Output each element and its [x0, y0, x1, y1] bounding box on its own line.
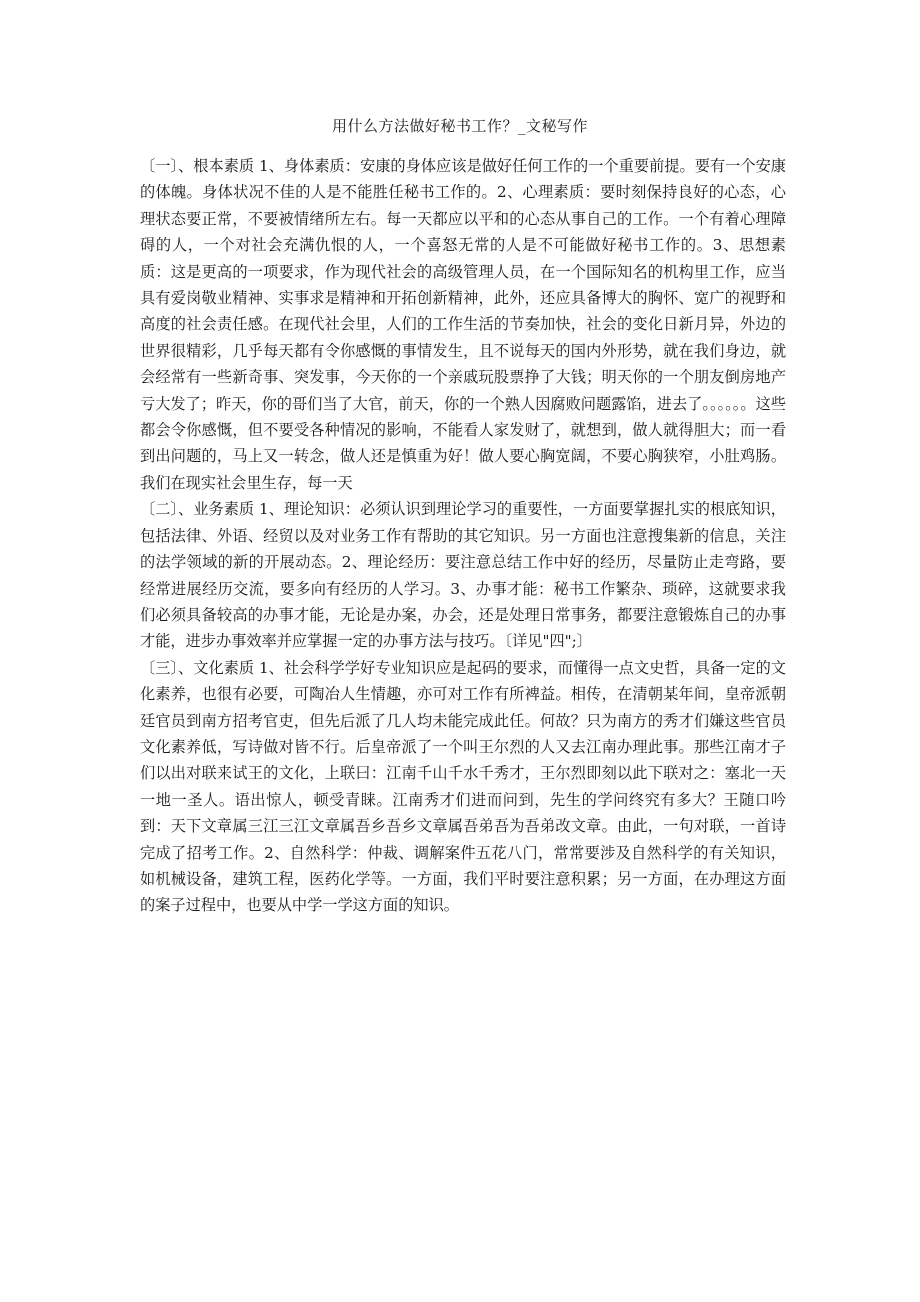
paragraph-business-qualities: 〔二〕、业务素质 1、理论知识：必须认识到理论学习的重要性，一方面要掌握扎实的根底知识，包括法律、外语、经贸以及对业务工作有帮助的其它知识。另一方面也注意搜集新的信息，关注的法学领域的新的开展动态。2、理论经历：要注意总结工作中好的经历，尽量防止走弯路，要经常进展经历交流，要多向有经历的人学习。3、办事才能：秘书工作繁杂、琐碎，这就要求我们必须具备较高的办事才能，无论是办案，办会，还是处理日常事务，都要注意锻炼自己的办事才能，进步办事效率并应掌握一定的办事方法与技巧。〔详见"四";〕	[140, 500, 786, 651]
paragraph-cultural-qualities: 〔三〕、文化素质 1、社会科学学好专业知识应是起码的要求，而懂得一点文史哲，具备一定的文化素养，也很有必要，可陶冶人生情趣，亦可对工作有所裨益。相传，在清朝某年间，皇帝派朝廷官员到南方招考官吏，但先后派了几人均未能完成此任。何故？只为南方的秀才们嫌这些官员文化素养低，写诗做对皆不行。后皇帝派了一个叫王尔烈的人又去江南办理此事。那些江南才子们以出对联来试王的文化，上联曰：江南千山千水千秀才，王尔烈即刻以此下联对之：塞北一天一地一圣人。语出惊人，顿受青睐。江南秀才们进而问到，先生的学问终究有多大？王随口吟到：天下文章属三江三江文章属吾乡吾乡文章属吾弟吾为吾弟改文章。由此，一句对联，一首诗完成了招考工作。2、自然科学：仲裁、调解案件五花八门，常常要涉及自然科学的有关知识，如机械设备，建筑工程，医药化学等。一方面，我们平时要注意积累；另一方面，在办理这方面的案子过程中，也要从中学一学这方面的知识。	[140, 658, 786, 915]
paragraph-basic-qualities: 〔一〕、根本素质 1、身体素质：安康的身体应该是做好任何工作的一个重要前提。要有一个安康的体魄。身体状况不佳的人是不能胜任秘书工作的。2、心理素质：要时刻保持良好的心态，心理状态要正常，不要被情绪所左右。每一天都应以平和的心态从事自己的工作。一个有着心理障碍的人，一个对社会充满仇恨的人，一个喜怒无常的人是不可能做好秘书工作的。3、思想素质：这是更高的一项要求，作为现代社会的高级管理人员，在一个国际知名的机构里工作，应当具有爱岗敬业精神、实事求是精神和开拓创新精神，此外，还应具备博大的胸怀、宽广的视野和高度的社会责任感。在现代社会里，人们的工作生活的节奏加快，社会的变化日新月异，外边的世界很精彩，几乎每天都有令你感慨的事情发生，且不说每天的国内外形势，就在我们身边，就会经常有一些新奇事、突发事，今天你的一个亲戚玩股票挣了大钱；明天你的一个朋友倒房地产亏大发了；昨天，你的哥们当了大官，前天，你的一个熟人因腐败问题露馅，进去了。。。。。。这些都会令你感慨，但不要受各种情况的影响，不能看人家发财了，就想到，做人就得胆大；而一看到出问题的，马上又一转念，做人还是慎重为好！做人要心胸宽阔，不要心胸狭窄，小肚鸡肠。我们在现实社会里生存，每一天	[140, 157, 786, 492]
page-title: 用什么方法做好秘书工作？_文秘写作	[331, 117, 588, 135]
article-body	[140, 153, 786, 919]
